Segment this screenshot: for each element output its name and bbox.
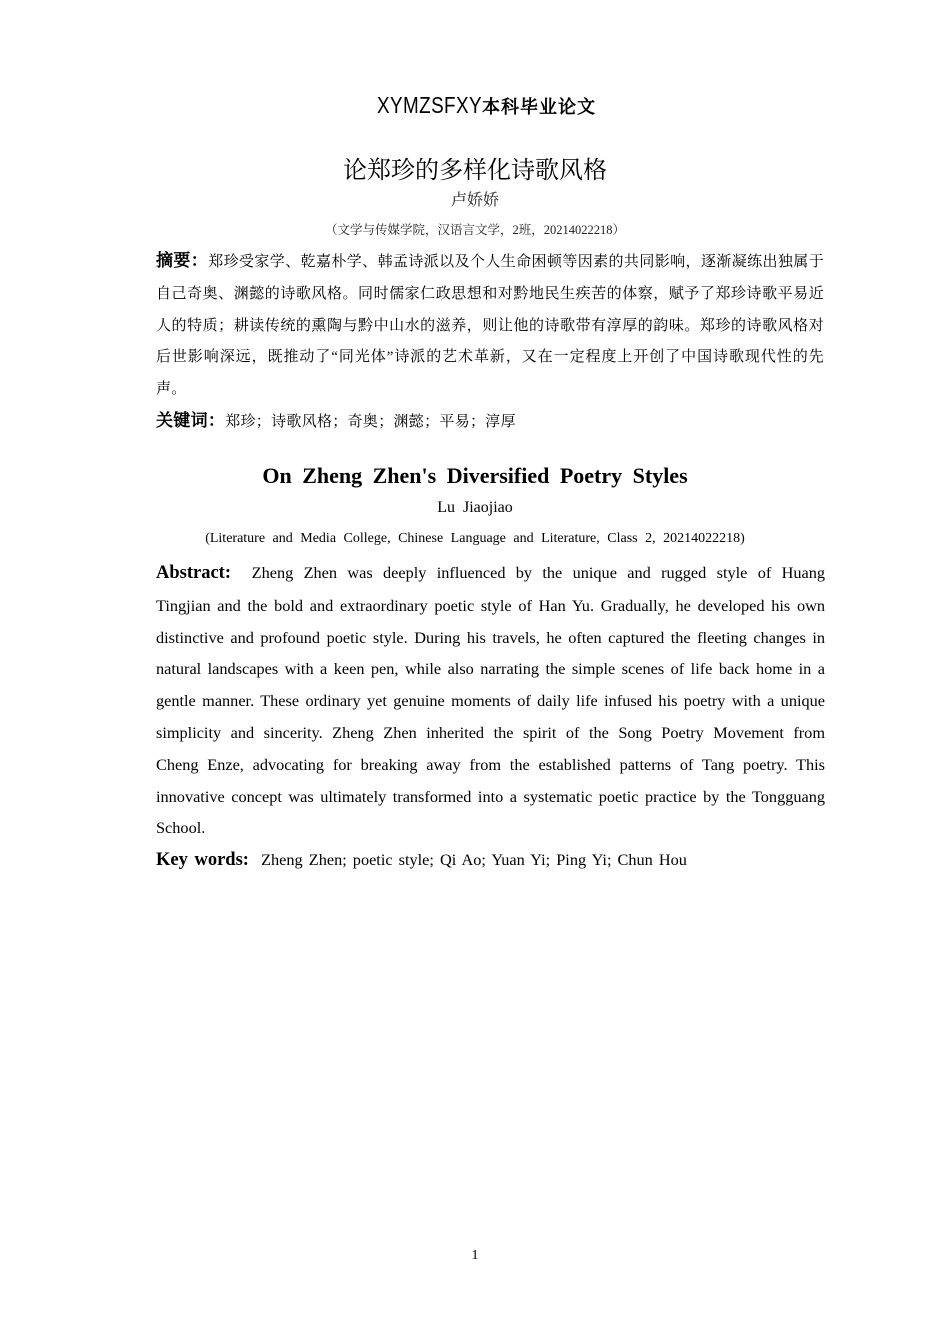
english-abstract-label: Abstract:: [156, 563, 232, 583]
page-number: 1: [471, 1248, 479, 1263]
chinese-keywords: [118, 406, 824, 439]
chinese-affiliation: （文学与传媒学院，汉语言文学，2班，20214022218）: [324, 223, 625, 237]
header-code: XYMZSFXY: [377, 92, 482, 118]
running-header: [0, 92, 950, 119]
english-author: Lu Jiaojiao: [437, 499, 513, 516]
english-abstract-text: Zheng Zhen was deeply influenced by the unique and rugged style of Huang Tingjian and the bold and extraordinary poetic style of Han Yu. Gradually, he developed his own distinctive and profound poetic style. During his travels, he often captured the fleeting changes in natural landscapes with a keen pen, while also narrating the simple scenes of life back home in a gentle manner. These ordinary yet genuine moments of daily life infused his poetry with a unique simplicity and sincerity. Zheng Zhen inherited the spirit of the Song Poetry Movement from Cheng Enze, advocating for breaking away from the established patterns of Tang poetry. This innovative concept was ultimately transformed into a systematic poetic practice by the Tongguang School.: [156, 563, 825, 838]
chinese-title: 论郑珍的多样化诗歌风格: [343, 156, 607, 184]
english-title: On Zheng Zhen's Diversified Poetry Styles: [262, 463, 688, 488]
chinese-author: 卢娇娇: [450, 190, 499, 209]
chinese-abstract-label: 摘要：: [156, 251, 209, 271]
chinese-abstract-text: 郑珍受家学、乾嘉朴学、韩孟诗派以及个人生命困顿等因素的共同影响，逐渐凝练出独属于自己奇奥、渊懿的诗歌风格。同时儒家仁政思想和对黔地民生疾苦的体察，赋予了郑珍诗歌平易近人的特质；耕读传统的熏陶与黔中山水的滋养，则让他的诗歌带有淳厚的韵味。郑珍的诗歌风格对后世影响深远，既推动了“同光体”诗派的艺术革新，又在一定程度上开创了中国诗歌现代性的先声。: [156, 254, 824, 398]
chinese-keywords-text: 郑珍；诗歌风格；奇奥；渊懿；平易；淳厚: [225, 414, 516, 430]
chinese-keywords-label: 关键词：: [156, 411, 226, 431]
header-label: 本科毕业论文: [481, 97, 596, 118]
english-affiliation: (Literature and Media College, Chinese Language and Literature, Class 2, 20214022218): [205, 531, 745, 546]
english-keywords-label: Key words:: [156, 850, 249, 870]
english-abstract: [118, 557, 825, 844]
english-keywords: [118, 844, 825, 877]
chinese-abstract: [118, 246, 824, 406]
english-keywords-text: Zheng Zhen; poetic style; Qi Ao; Yuan Yi; Ping Yi; Chun Hou: [261, 850, 687, 869]
